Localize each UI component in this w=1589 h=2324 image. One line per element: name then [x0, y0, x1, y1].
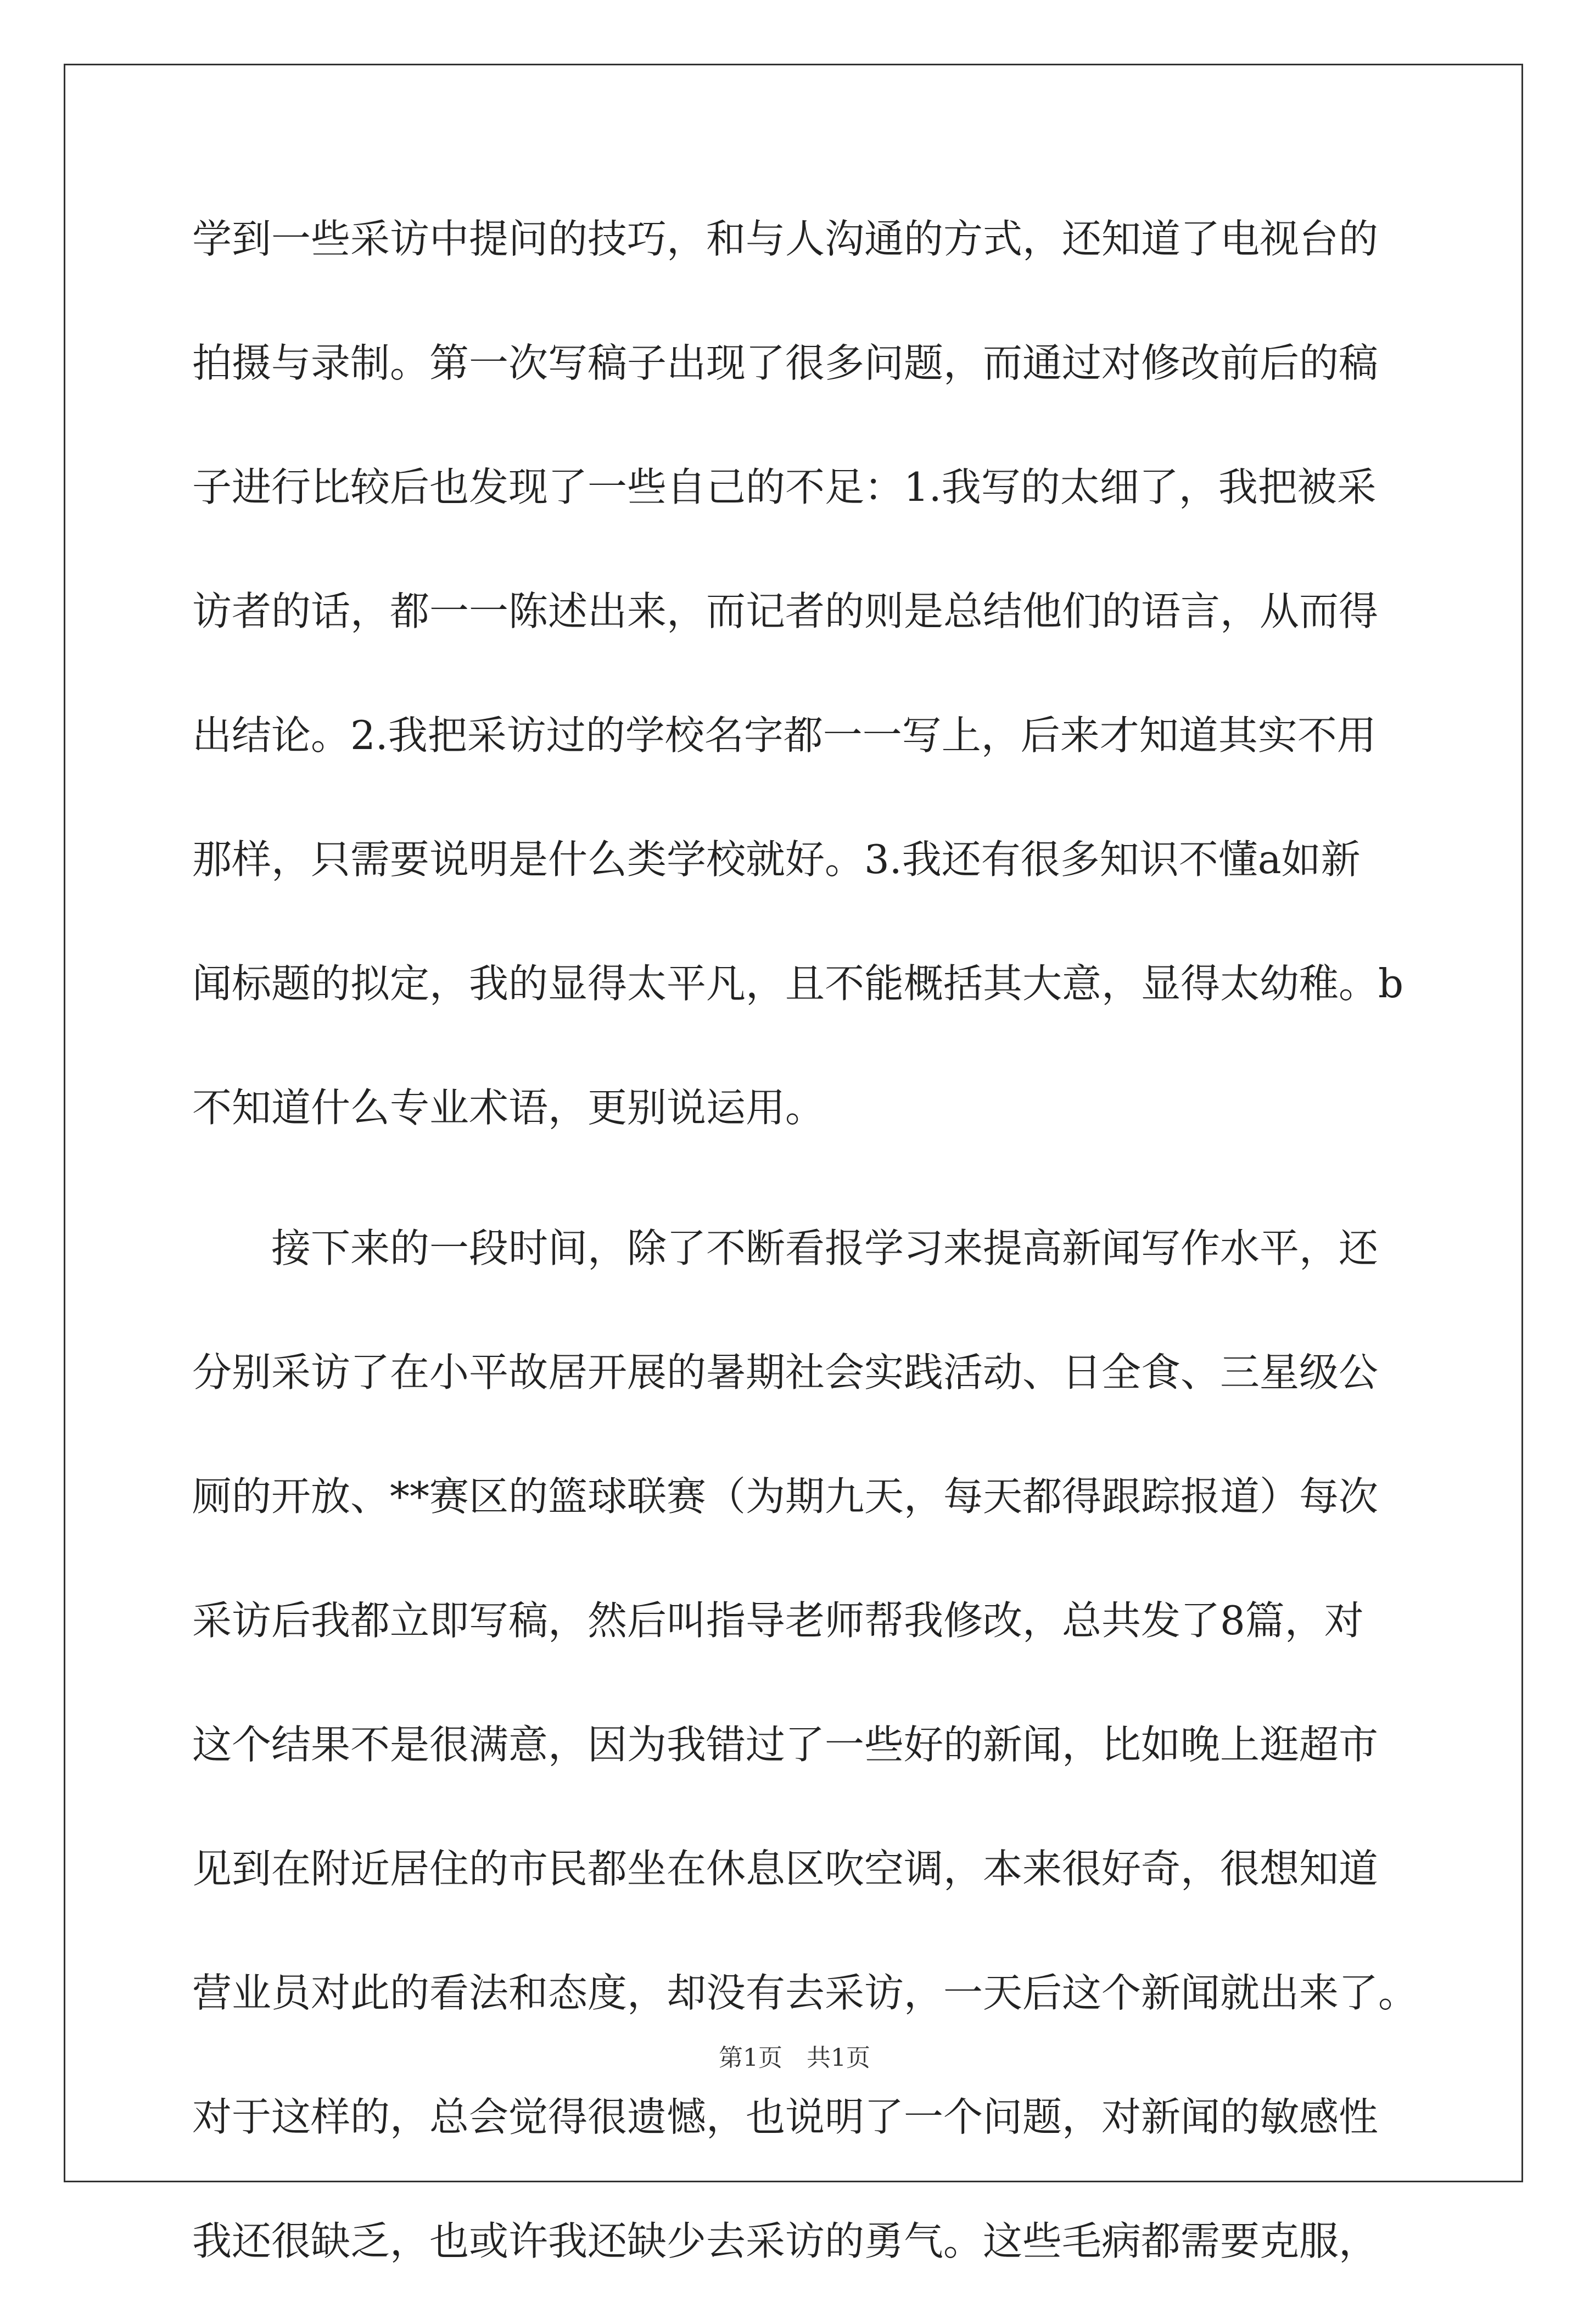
text-line: 出结论。2.我把采访过的学校名字都一一写上，后来才知道其实不用: [192, 712, 1377, 758]
text-line: 拍摄与录制。第一次写稿子出现了很多问题，而通过对修改前后的稿: [192, 340, 1379, 386]
paragraph-gap: [192, 1191, 1395, 1207]
text-line: 那样，只需要说明是什么类学校就好。3.我还有很多知识不懂a如新: [192, 836, 1361, 882]
text-line: 接下来的一段时间，除了不断看报学习来提高新闻写作水平，还: [192, 1225, 1379, 1271]
page-number-footer: 第1页 共1页: [719, 2044, 870, 2072]
text-line: 我还很缺乏，也或许我还缺少去采访的勇气。这些毛病都需要克服，: [192, 2218, 1379, 2264]
text-line: 营业员对此的看法和态度，却没有去采访，一天后这个新闻就出来了。: [192, 1970, 1418, 2016]
paragraph-1: [192, 198, 1404, 1191]
text-line: 厕的开放、**赛区的篮球联赛（为期九天，每天都得跟踪报道）每次: [192, 1473, 1379, 1519]
text-line: 不知道什么专业术语，更别说运用。: [192, 1085, 825, 1131]
document-body: [192, 198, 1418, 2324]
paragraph-2: [192, 1207, 1418, 2324]
text-line: 这个结果不是很满意，因为我错过了一些好的新闻，比如晚上逛超市: [192, 1722, 1379, 1768]
text-line: 采访后我都立即写稿，然后叫指导老师帮我修改，总共发了8篇，对: [192, 1597, 1364, 1644]
text-line: 见到在附近居住的市民都坐在休息区吹空调，本来很好奇，很想知道: [192, 1846, 1379, 1892]
text-line: 闻标题的拟定，我的显得太平凡，且不能概括其大意，显得太幼稚。b: [192, 960, 1404, 1007]
text-line: 分别采访了在小平故居开展的暑期社会实践活动、日全食、三星级公: [192, 1349, 1379, 1395]
text-line: 对于这样的，总会觉得很遗憾，也说明了一个问题，对新闻的敏感性: [192, 2094, 1379, 2140]
text-line: 子进行比较后也发现了一些自己的不足：1.我写的太细了，我把被采: [192, 464, 1377, 510]
text-line: 学到一些采访中提问的技巧，和与人沟通的方式，还知道了电视台的: [192, 216, 1379, 262]
text-line: 访者的话，都一一陈述出来，而记者的则是总结他们的语言，从而得: [192, 588, 1379, 634]
